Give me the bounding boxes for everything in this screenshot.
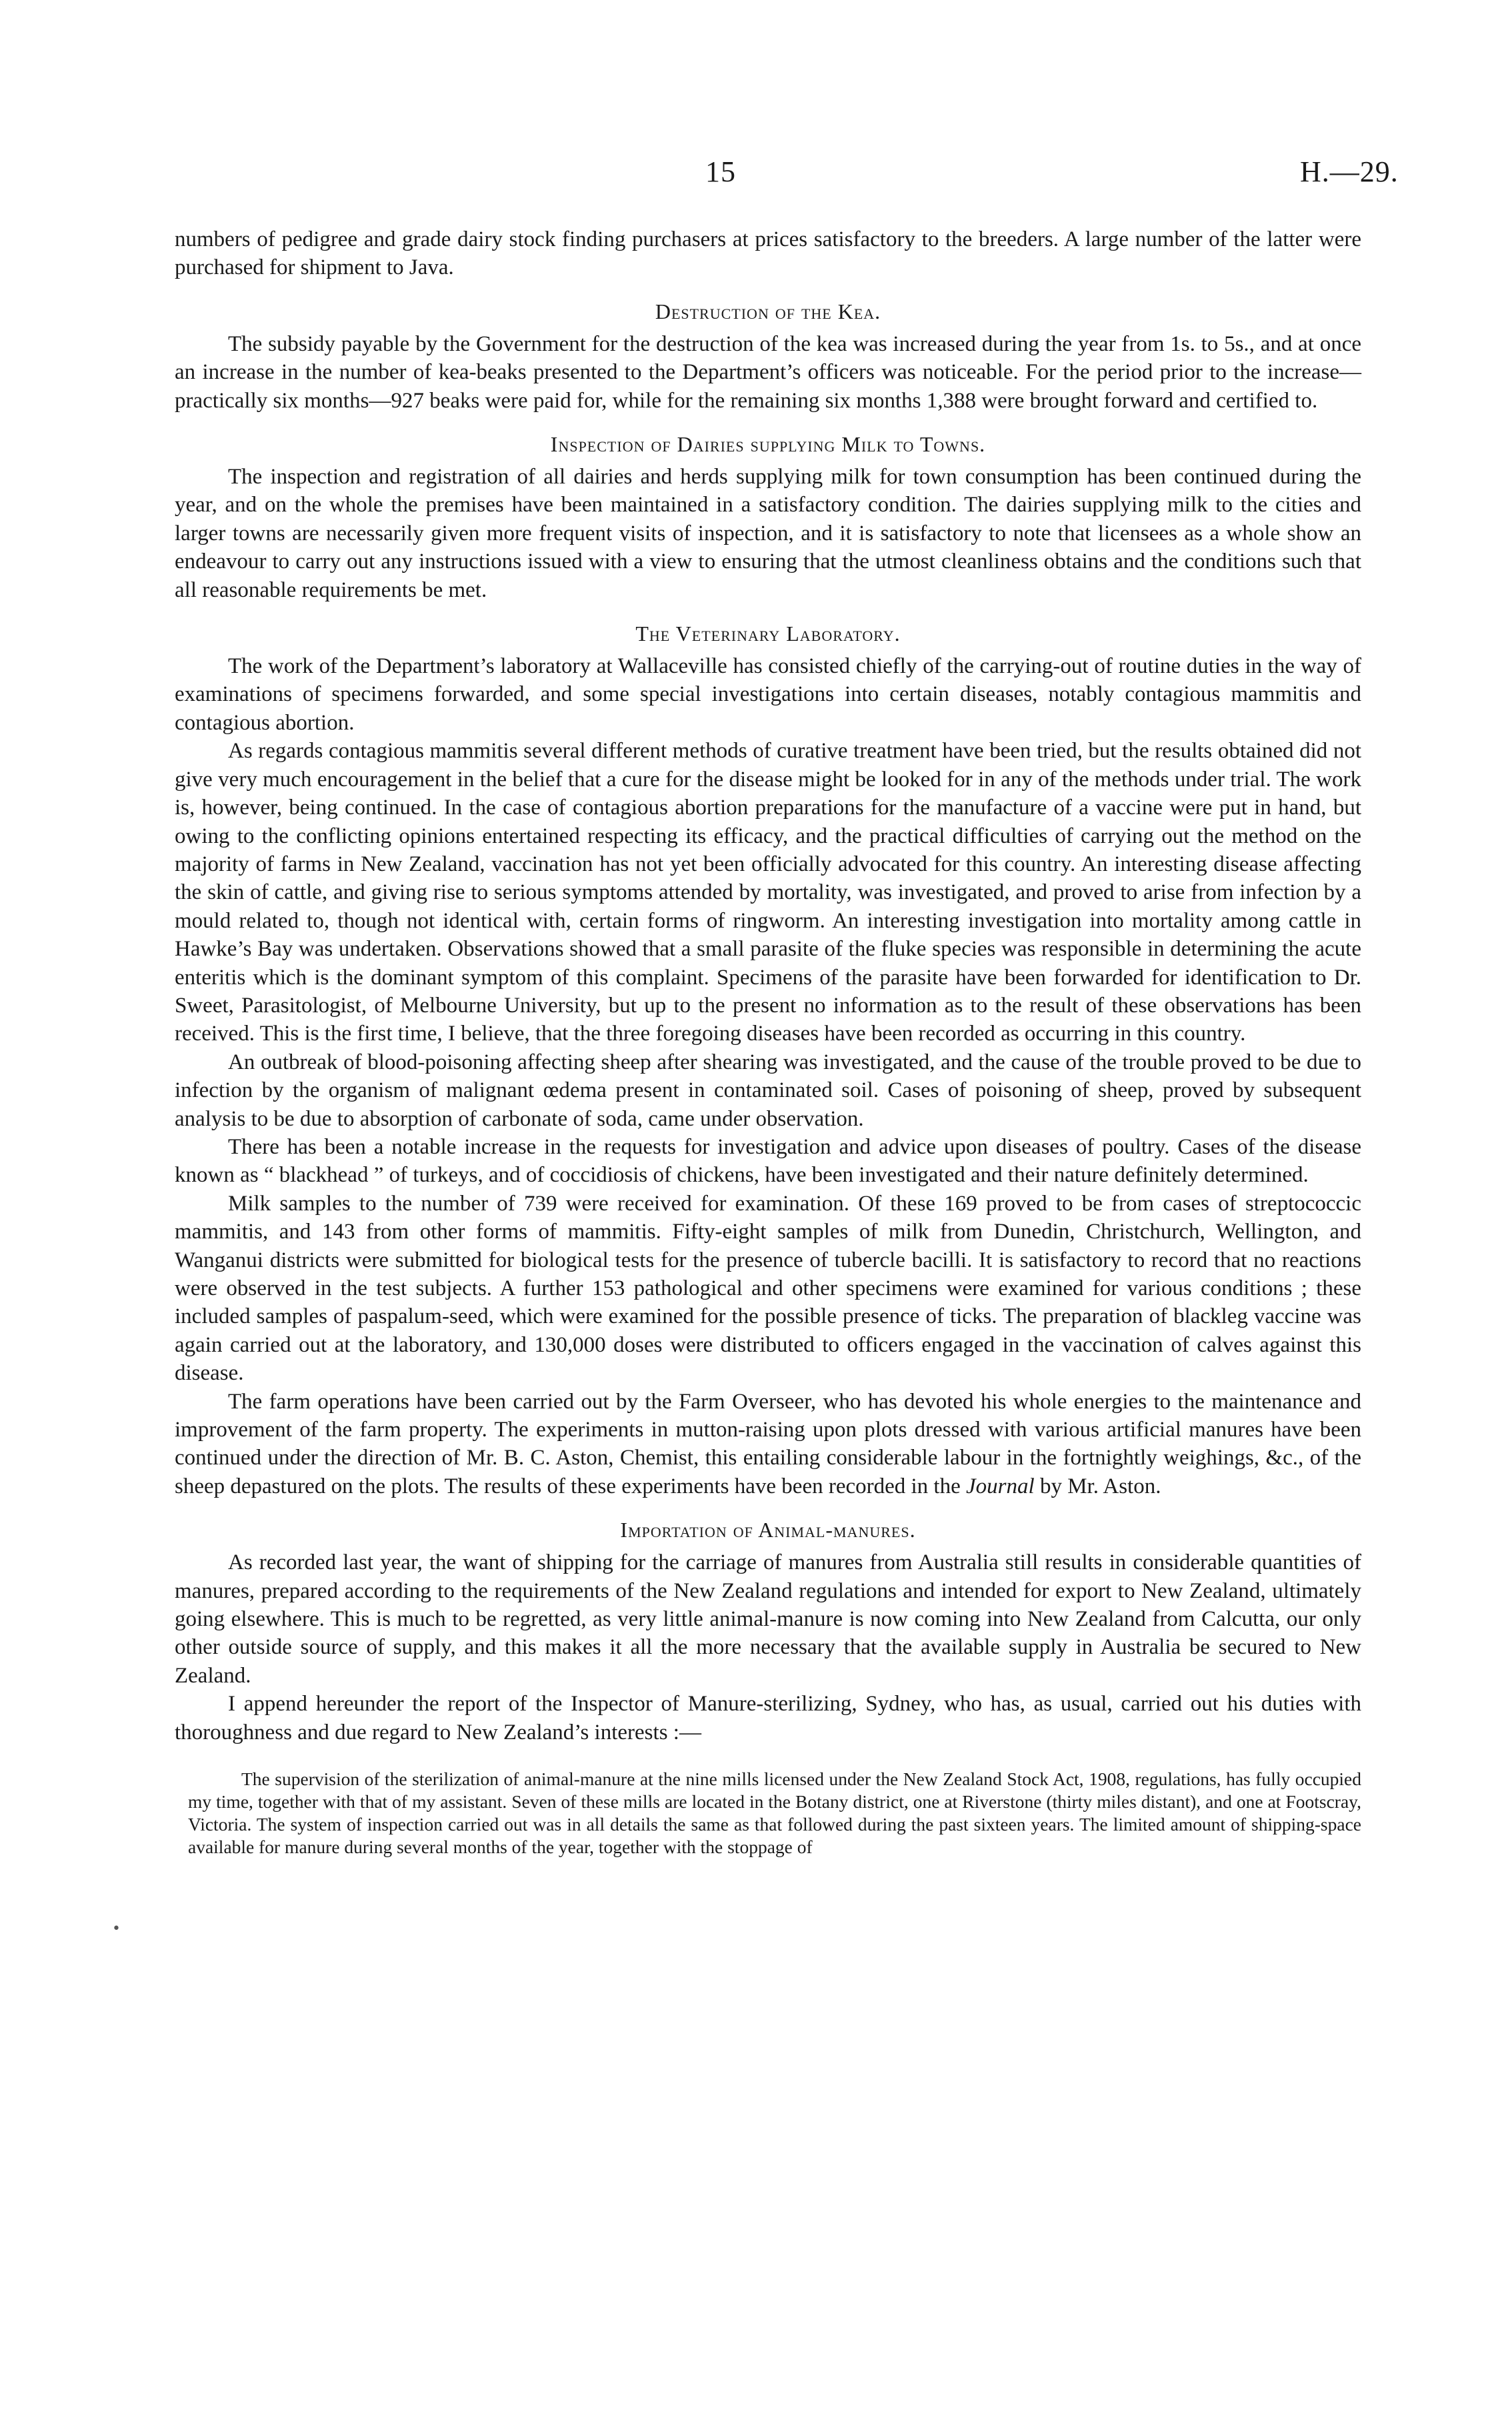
paragraph-dairies: The inspection and registration of all dairies and herds supplying milk for town consumption has been continued during the year, and on the whole the premises have been maintained in a satisfactory condition. The dairies supplying milk to the cities and larger towns are necessarily given more frequent visits of inspection, and it is satisfactory to note that licensees as a whole show an endeavour to carry out any instructions issued with a view to ensuring that the utmost cleanliness obtains and the conditions such that all reasonable requirements be met. [175, 465, 1361, 602]
page-header [0, 155, 1512, 195]
paragraph-laboratory-1: The work of the Department’s laboratory at Wallaceville has consisted chiefly of the carrying-out of routine duties in the way of examinations of specimens forwarded, and some special investigations into certain diseases, notably contagious mammitis and contagious abortion. [175, 654, 1361, 735]
paragraph-manures-1: As recorded last year, the want of shipping for the carriage of manures from Australia still results in considerable quantities of manures, prepared according to the requirements of the New Zealand regulations and intended for export to New Zealand, ultimately going elsewhere. This is much to be regretted, as very little animal-manure is now coming into New Zealand from Calcutta, our only other outside source of supply, and this makes it all the more necessary that the available supply in Australia be secured to New Zealand. [175, 1550, 1361, 1688]
paragraph-laboratory-3: An outbreak of blood-poisoning affecting sheep after shearing was investigated, and the cause of the trouble proved to be due to infection by the organism of malignant œdema present in contaminated soil. Cases of poisoning of sheep, proved by subsequent analysis to be due to absorption of carbonate of soda, came under observation. [175, 1050, 1361, 1131]
paragraph-laboratory-2: As regards contagious mammitis several different methods of curative treatment have been tried, but the results obtained did not give very much encouragement in the belief that a cure for the disease might be looked for in any of the methods under trial. The work is, however, being continued. In the case of contagious abortion preparations for the manufacture of a vaccine were put in hand, but owing to the conflicting opinions entertained respecting its efficacy, and the practical difficulties of carrying out the method on the majority of farms in New Zealand, vaccination has not yet been officially advocated for this country. An interesting disease affecting the skin of cattle, and giving rise to serious symptoms attended by mortality, was investigated, and proved to arise from infection by a mould related to, though not identical with, certain forms of ringworm. An interesting investigation into mortality among cattle in Hawke’s Bay was undertaken. Observations showed that a small parasite of the fluke species was responsible in determining the acute enteritis which is the dominant symptom of this complaint. Specimens of the parasite have been forwarded for identification to Dr. Sweet, Parasitologist, of Melbourne University, but up to the present no information as to the result of these observations has been received. This is the first time, I believe, that the three foregoing diseases have been recorded as occurring in this country. [175, 739, 1361, 1046]
paragraph-manures-2: I append hereunder the report of the Inspector of Manure-sterilizing, Sydney, who has, as usual, carried out his duties with thoroughness and due regard to New Zealand’s interests :— [175, 1692, 1361, 1744]
page-number: 15 [705, 155, 736, 188]
paragraph-continuation: numbers of pedigree and grade dairy stock finding purchasers at prices satisfactory to the breeders. A large number of the latter were purchased for shipment to Java. [175, 227, 1361, 280]
paragraph-laboratory-6-text: The farm operations have been carried out by the Farm Overseer, who has devoted his whole energies to the maintenance and improvement of the farm property. The experiments in mutton-raising upon plots dressed with various artificial manures have been continued under the direction of Mr. B. C. Aston, Chemist, this entailing considerable labour in the fortnightly weighings, &c., of the sheep depastured on the plots. The results of these experiments have been recorded in the [175, 1389, 1361, 1498]
body-text [175, 225, 1361, 1859]
paragraph-kea: The subsidy payable by the Government for the destruction of the kea was increased during the year from 1s. to 5s., and at once an increase in the number of kea-beaks presented to the Department’s officers was noticeable. For the period prior to the increase—practically six months—927 beaks were paid for, while for the remaining six months 1,388 were brought forward and certified to. [175, 331, 1361, 413]
heading-veterinary-laboratory: The Veterinary Laboratory. [635, 622, 901, 646]
document-reference: H.—29. [1300, 155, 1399, 188]
paragraph-laboratory-6 [175, 1388, 1361, 1501]
journal-title: Journal [966, 1474, 1035, 1498]
heading-importation-of-manures: Importation of Animal-manures. [620, 1518, 916, 1542]
heading-inspection-of-dairies: Inspection of Dairies supplying Milk to Towns. [550, 432, 986, 457]
paragraph-laboratory-6-end: by Mr. Aston. [1034, 1474, 1161, 1498]
heading-destruction-of-kea: Destruction of the Kea. [655, 299, 881, 323]
paragraph-laboratory-5: Milk samples to the number of 739 were received for examination. Of these 169 proved to be from cases of streptococcic mammitis, and 143 from other forms of mammitis. Fifty-eight samples of milk from Dunedin, Christchurch, Wellington, and Wanganui districts were submitted for biological tests for the presence of tubercle bacilli. It is satisfactory to record that no reactions were observed in the test subjects. A further 153 pathological and other specimens were examined for various conditions ; these included samples of paspalum-seed, which were examined for the possible presence of ticks. The preparation of blackleg vaccine was again carried out at the laboratory, and 130,000 doses were distributed to officers engaged in the vaccination of calves against this disease. [175, 1191, 1361, 1386]
quoted-report: The supervision of the sterilization of animal-manure at the nine mills licensed under the New Zealand Stock Act, 1908, regulations, has fully occupied my time, together with that of my assistant. Seven of these mills are located in the Botany district, one at Riverstone (thirty miles distant), and one at Footscray, Victoria. The system of inspection carried out was in all details the same as that followed during the past sixteen years. The limited amount of shipping-space available for manure during several months of the year, together with the stoppage of [188, 1768, 1361, 1858]
paragraph-laboratory-4: There has been a notable increase in the requests for investigation and advice upon diseases of poultry. Cases of the disease known as “ blackhead ” of turkeys, and of coccidiosis of chickens, have been investigated and their nature definitely determined. [175, 1134, 1361, 1188]
margin-mark: • [112, 1921, 121, 1937]
